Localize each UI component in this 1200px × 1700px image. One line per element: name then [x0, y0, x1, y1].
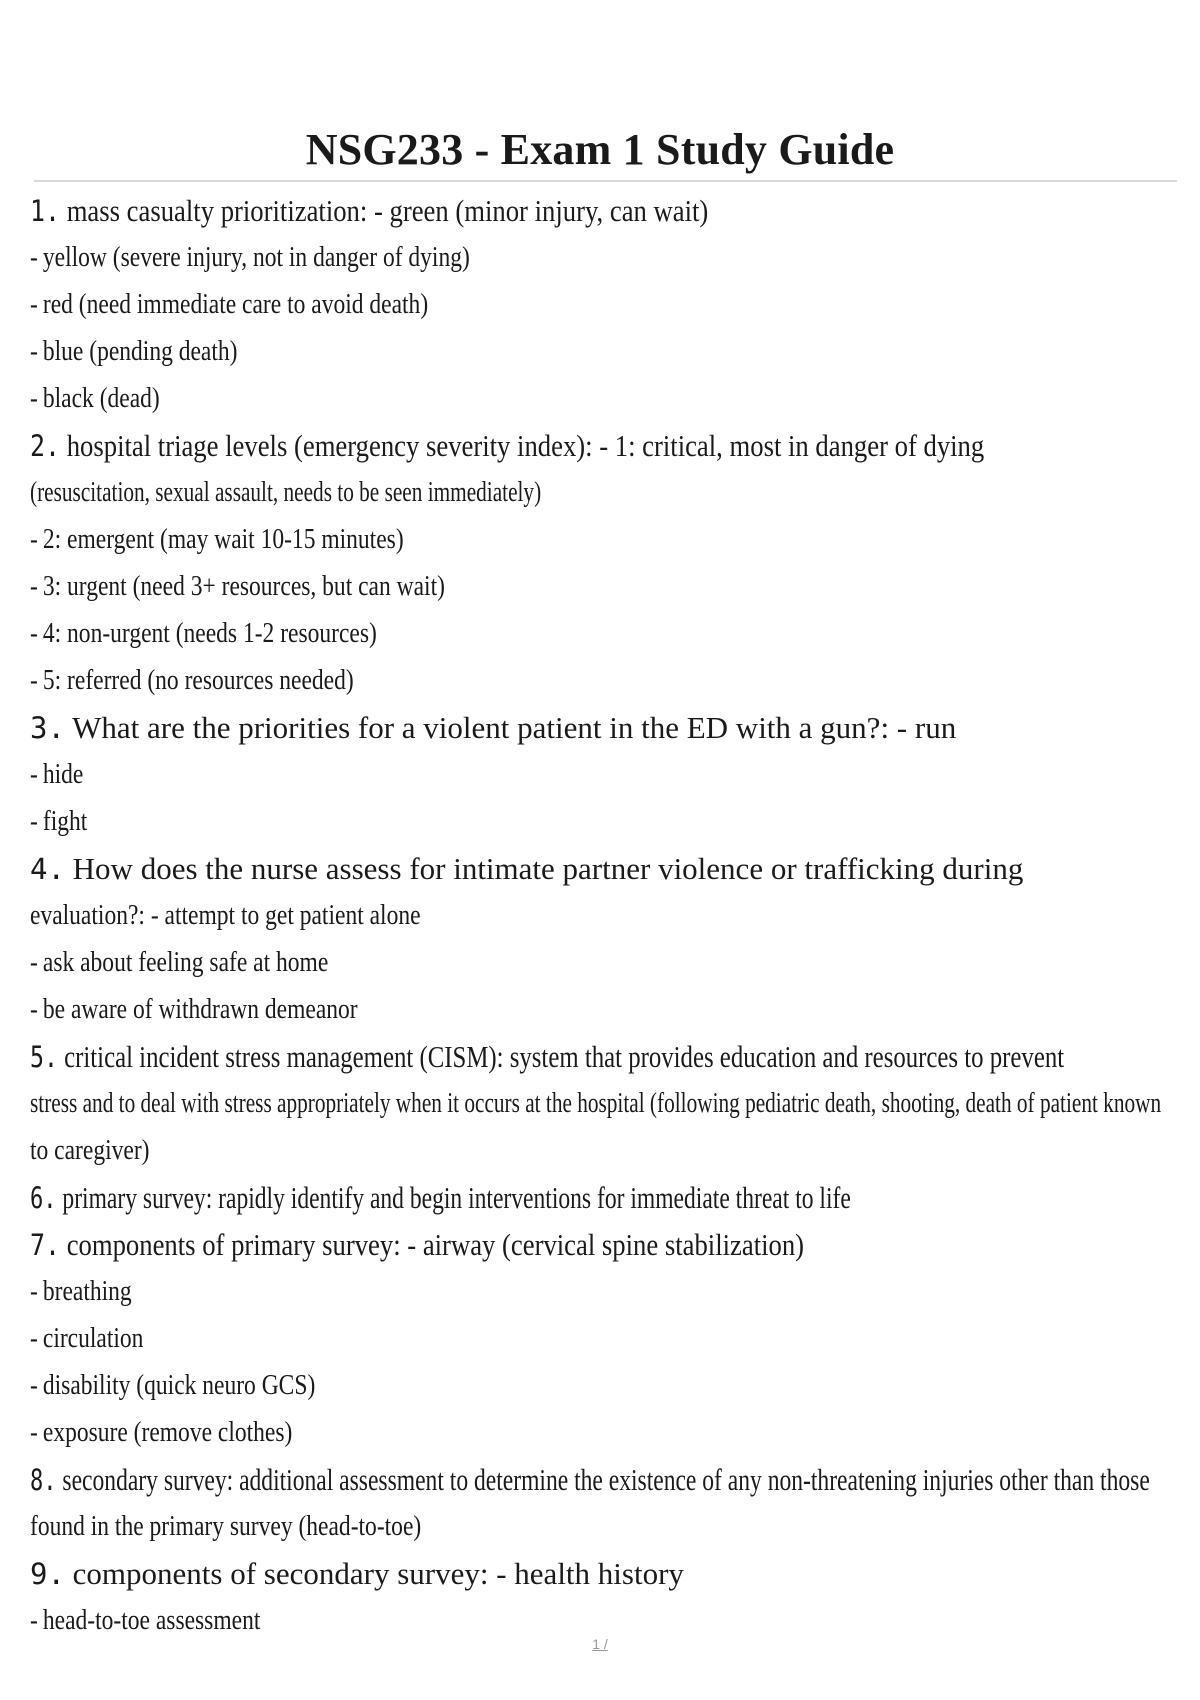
item-number: 9.: [30, 1557, 65, 1591]
sub-item: - 4: non-urgent (needs 1-2 resources): [30, 618, 377, 649]
sub-item: - be aware of withdrawn demeanor: [30, 994, 358, 1025]
sub-item: - exposure (remove clothes): [30, 1417, 293, 1448]
sub-item: - black (dead): [30, 383, 160, 414]
item-number: 8.: [30, 1463, 57, 1497]
sub-item: - hide: [30, 759, 84, 790]
item-number: 5.: [30, 1040, 58, 1074]
item-5: [30, 1033, 1065, 1080]
item-text: How does the nurse assess for intimate partner violence or trafficking during: [72, 851, 1024, 886]
sub-item: - blue (pending death): [30, 336, 238, 367]
study-guide-content: [30, 187, 1180, 1644]
title-divider: [34, 180, 1177, 182]
sub-item: - circulation: [30, 1323, 144, 1354]
item-2: [30, 422, 1019, 469]
item-text: critical incident stress management (CISM): system that provides education and resources to prevent: [64, 1039, 1065, 1074]
item-text: components of primary survey: - airway (cervical spine stabilization): [66, 1227, 805, 1262]
sub-item: - ask about feeling safe at home: [30, 947, 329, 978]
sub-item: - 3: urgent (need 3+ resources, but can wait): [30, 571, 445, 602]
sub-item: - head-to-toe assessment: [30, 1605, 261, 1636]
item-number: 7.: [30, 1228, 61, 1262]
item-text: What are the priorities for a violent patient in the ED with a gun?: - run: [72, 710, 957, 745]
item-7: [30, 1221, 1019, 1268]
item-3: [30, 704, 1180, 751]
item-continuation: stress and to deal with stress appropriately when it occurs at the hospital (following pediatric death, shooting, death of patient known: [30, 1088, 1162, 1119]
sub-item: - breathing: [30, 1276, 132, 1307]
page-title: NSG233 - Exam 1 Study Guide: [305, 125, 895, 174]
item-4: [30, 845, 1180, 892]
item-text: components of secondary survey: - health history: [72, 1556, 684, 1591]
item-continuation: (resuscitation, sexual assault, needs to be seen immediately): [30, 477, 542, 508]
item-number: 6.: [30, 1181, 57, 1215]
sub-item: - red (need immediate care to avoid death): [30, 289, 429, 320]
page-number: 1 /: [592, 1636, 608, 1652]
item-8: [30, 1456, 1150, 1503]
sub-item: - disability (quick neuro GCS): [30, 1370, 316, 1401]
sub-item: - fight: [30, 806, 88, 837]
sub-item: - 2: emergent (may wait 10-15 minutes): [30, 524, 404, 555]
item-continuation: evaluation?: - attempt to get patient alone: [30, 900, 421, 931]
item-number: 4.: [30, 852, 65, 886]
item-number: 2.: [30, 429, 61, 463]
sub-item: - 5: referred (no resources needed): [30, 665, 354, 696]
item-1: [30, 187, 1019, 234]
item-6: [30, 1174, 904, 1221]
item-continuation: found in the primary survey (head-to-toe): [30, 1511, 422, 1542]
item-continuation: to caregiver): [30, 1135, 150, 1166]
item-text: hospital triage levels (emergency severity index): - 1: critical, most in danger of dying: [66, 428, 985, 463]
item-number: 1.: [30, 194, 61, 228]
item-number: 3.: [30, 711, 65, 745]
item-text: mass casualty prioritization: - green (minor injury, can wait): [66, 193, 709, 228]
sub-item: - yellow (severe injury, not in danger of dying): [30, 242, 470, 273]
item-9: [30, 1550, 1180, 1597]
item-text: primary survey: rapidly identify and begin interventions for immediate threat to life: [62, 1180, 851, 1215]
item-text: secondary survey: additional assessment to determine the existence of any non-threatening injuries other than those: [62, 1462, 1150, 1497]
